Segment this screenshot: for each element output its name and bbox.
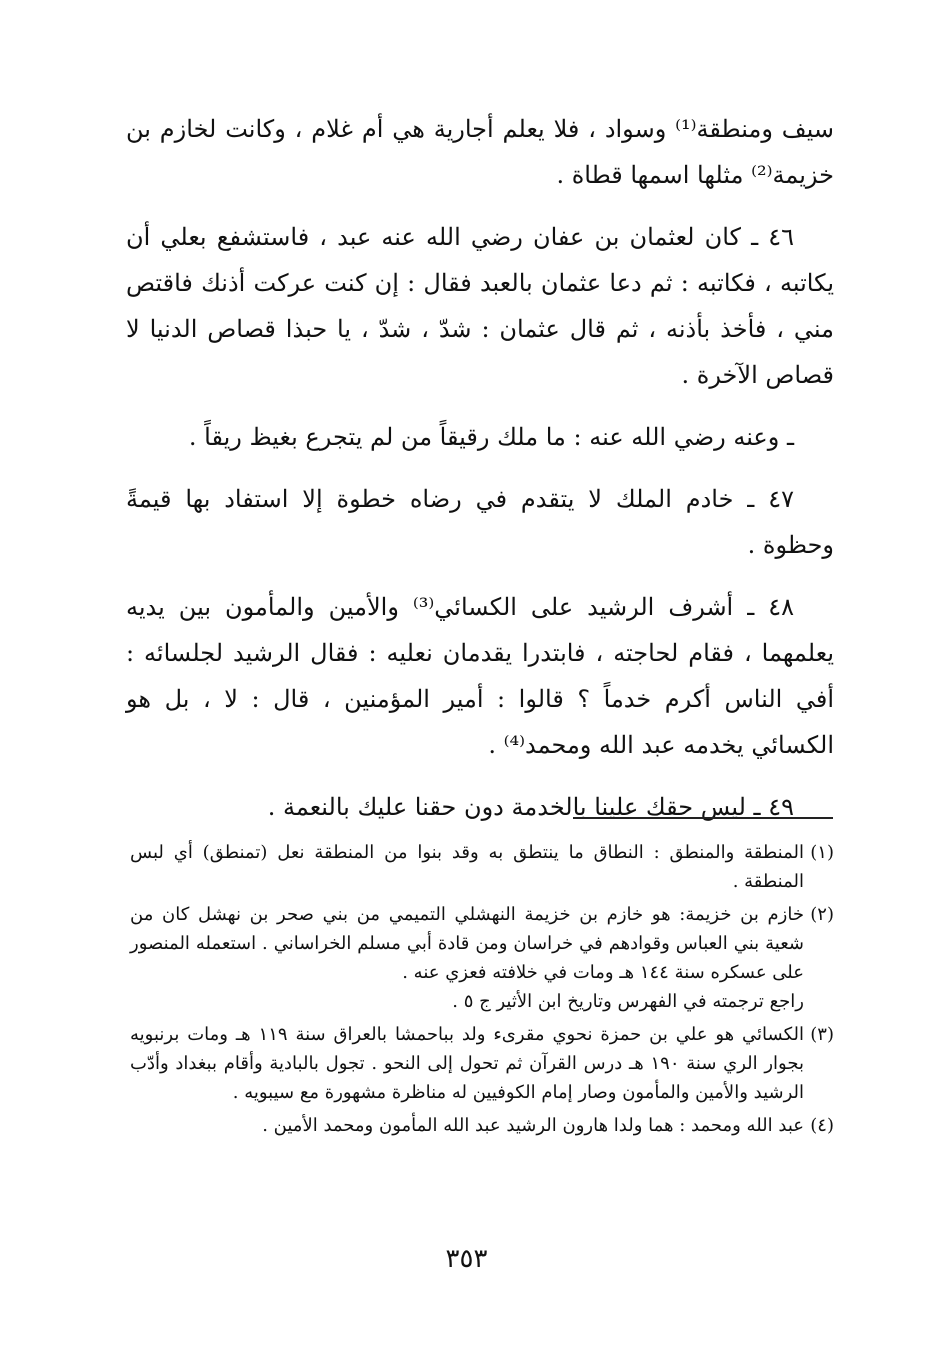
footnote-text: المنطقة والمنطق : النطاق ما ينتطق به وقد بنوا من المنطقة نعل (تمنطق) أي لبس المنطقة . [130,842,804,892]
footnote-text: خازم بن خزيمة: هو خازم بن خزيمة النهشلي التميمي من بني صحر بن نهشل كان من شعية بني العباس وقوادهم في خراسان ومن قادة أبي مسلم الخراساني . استعمله المنصور على عسكره سنة ١٤٤ هـ ومات في خلافته فعزي عنه . [130,904,804,983]
paragraph-continuation: سيف ومنطقة⁽¹⁾ وسواد ، فلا يعلم أجارية هي أم غلام ، وكانت لخازم بن خزيمة⁽²⁾ مثلها اسمها قطاة . [126,115,834,189]
footnotes [130,838,834,1144]
paragraph-46-addendum: ـ وعنه رضي الله عنه : ما ملك رقيقاً من لم يتجرع بغيظ ريقاً . [188,423,794,451]
footnote-2 [130,900,834,1016]
footnote-divider [573,817,833,819]
paragraph-47: ٤٧ ـ خادم الملك لا يتقدم في رضاه خطوة إلا استفاد بها قيمةً وحظوة . [126,485,834,559]
footnote-marker: (٤) [810,1115,834,1136]
footnote-text: عبد الله ومحمد : هما ولدا هارون الرشيد عبد الله المأمون ومحمد الأمين . [262,1115,804,1136]
footnote-marker: (١) [810,842,834,863]
paragraph-48: ٤٨ ـ أشرف الرشيد على الكسائي⁽³⁾ والأمين والمأمون بين يديه يعلمهما ، فقام لحاجته ، فابتدرا يقدمان نعليه : فقال الرشيد لجلسائه : أفي الناس أكرم خدماً ؟ قالوا : أمير المؤمنين ، قال : لا ، بل هو الكسائي يخدمه عبد الله ومحمد⁽⁴⁾ . [126,593,834,759]
footnote-3 [130,1020,834,1107]
footnote-marker: (٢) [810,904,834,925]
footnote-marker: (٣) [810,1024,834,1045]
main-text [126,106,834,830]
footnote-4 [130,1111,834,1140]
page-number: ٣٥٣ [445,1244,488,1274]
footnote-text: الكسائي هو علي بن حمزة نحوي مقرىء ولد بباحمشا بالعراق سنة ١١٩ هـ ومات برنبويه بجوار الري سنة ١٩٠ هـ درس القرآن ثم تحول إلى النحو . تجول بالبادية وأقام ببغداد وأدّب الرشيد والأمين والمأمون وصار إمام الكوفيين له مناظرة مشهورة مع سيبويه . [130,1024,804,1103]
footnote-1 [130,838,834,896]
footnote-text: راجع ترجمته في الفهرس وتاريخ ابن الأثير ج ٥ . [452,991,804,1012]
paragraph-46: ٤٦ ـ كان لعثمان بن عفان رضي الله عنه عبد ، فاستشفع بعلي أن يكاتبه ، فكاتبه : ثم دعا عثمان بالعبد فقال : إن كنت عركت أذنك فاقتص مني ، فأخذ بأذنه ، ثم قال عثمان : شدّ ، شدّ ، يا حبذا قصاص الدنيا لا قصاص الآخرة . [126,223,834,389]
paragraph-49: ٤٩ ـ ليس حقك علينا بالخدمة دون حقنا عليك بالنعمة . [267,793,794,821]
